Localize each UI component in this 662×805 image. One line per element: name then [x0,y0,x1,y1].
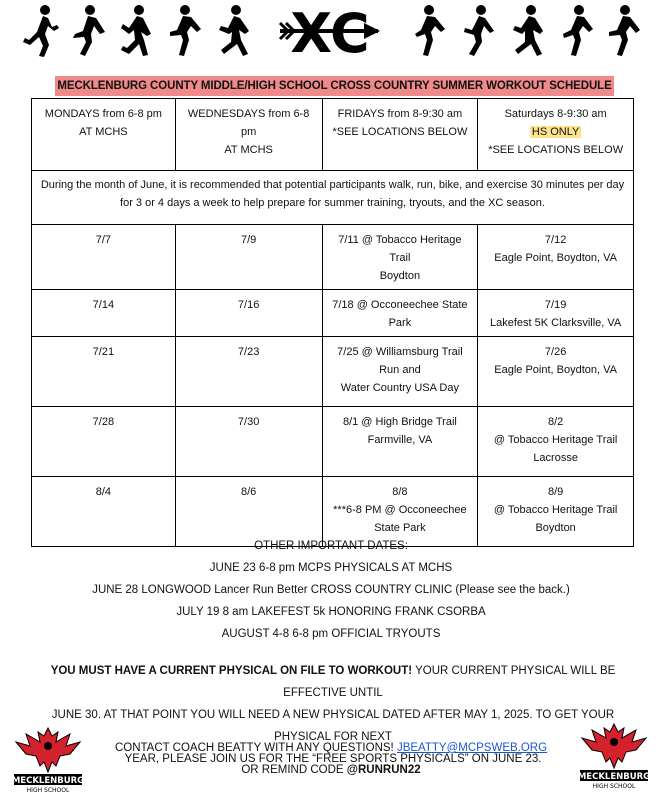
hs-only-badge: HS ONLY [531,126,580,138]
sat-cell: 7/19 Lakefest 5K Clarksville, VA [478,290,634,337]
important-date-item: AUGUST 4-8 6-8 pm OFFICIAL TRYOUTS [221,628,441,640]
table-row [32,337,634,407]
school-logo-right [578,718,650,790]
mon-cell: 8/4 [32,477,176,547]
table-row [32,290,634,337]
wed-cell: 7/16 [175,290,322,337]
runner-icon [20,4,62,58]
important-dates-heading: OTHER IMPORTANT DATES: [254,540,408,552]
header-wednesdays: WEDNESDAYS from 6-8 pm AT MCHS [175,99,322,171]
runner-icon [556,4,598,58]
runner-icon [164,4,206,58]
important-date-item: JUNE 28 LONGWOOD Lancer Run Better CROSS COUNTRY CLINIC (Please see the back.) [92,584,570,596]
svg-text:MECKLENBURG: MECKLENBURG [578,772,650,782]
runner-icon [604,4,646,58]
mon-cell: 7/28 [32,407,176,477]
fri-cell: 8/8 ***6-8 PM @ Occoneechee State Park [322,477,478,547]
wed-cell: 8/6 [175,477,322,547]
remind-code: @RUNRUN22 [346,764,421,776]
mon-cell: 7/14 [32,290,176,337]
header-banner [0,0,662,70]
sat-cell: 7/12 Eagle Point, Boydton, VA [478,225,634,290]
fri-cell: 7/25 @ Williamsburg Trail Run and Water Country USA Day [322,337,478,407]
table-row [32,225,634,290]
runner-icon [410,4,452,58]
runner-icon [116,4,158,58]
mon-cell: 7/21 [32,337,176,407]
svg-text:HIGH SCHOOL: HIGH SCHOOL [592,783,636,790]
fri-cell: 7/11 @ Tobacco Heritage Trail Boydton [322,225,478,290]
fri-cell: 8/1 @ High Bridge Trail Farmville, VA [322,407,478,477]
physical-warning: YOU MUST HAVE A CURRENT PHYSICAL ON FILE TO WORKOUT! [50,665,413,677]
sat-cell: 8/9 @ Tobacco Heritage Trail Boydton [478,477,634,547]
june-note-row [32,171,634,225]
sat-cell: 7/26 Eagle Point, Boydton, VA [478,337,634,407]
sat-cell: 8/2 @ Tobacco Heritage Trail Lacrosse [478,407,634,477]
table-row [32,407,634,477]
school-logo-left [12,722,84,794]
important-date-item: JUNE 23 6-8 pm MCPS PHYSICALS AT MCHS [209,562,453,574]
xc-logo [278,2,382,60]
header-mondays: MONDAYS from 6-8 pm AT MCHS [32,99,176,171]
table-header-row [32,99,634,171]
wed-cell: 7/9 [175,225,322,290]
runner-icon [506,4,548,58]
important-date-item: JULY 19 8 am LAKEFEST 5k HONORING FRANK CSORBA [176,606,486,618]
runner-icon [458,4,500,58]
wed-cell: 7/30 [175,407,322,477]
svg-text:HIGH SCHOOL: HIGH SCHOOL [26,787,70,794]
mon-cell: 7/7 [32,225,176,290]
schedule-table [31,98,634,547]
runner-icon [68,4,110,58]
wed-cell: 7/23 [175,337,322,407]
important-dates [0,535,662,645]
physical-notice: YOU MUST HAVE A CURRENT PHYSICAL ON FILE TO WORKOUT! YOUR CURRENT PHYSICAL WILL BE EFFECTIVE UNTIL JUNE 30. AT THAT POINT YOU WILL NEED A NEW PHYSICAL DATED AFTER MAY 1, 2025. TO GET YOUR PHYSICAL FOR NEXT YEAR, PLEASE JOIN US FOR THE “FREE SPORTS PHYSICALS” ON JUNE 23. [50,665,616,765]
fri-cell: 7/18 @ Occoneechee State Park [322,290,478,337]
svg-text:MECKLENBURG: MECKLENBURG [12,776,84,786]
coach-email-link[interactable]: JBEATTY@MCPSWEB.ORG [396,742,548,754]
header-fridays: FRIDAYS from 8-9:30 am *SEE LOCATIONS BELOW [322,99,478,171]
xc-logo-text: XC [290,2,370,60]
schedule-title: MECKLENBURG COUNTY MIDDLE/HIGH SCHOOL CROSS COUNTRY SUMMER WORKOUT SCHEDULE [55,76,614,96]
header-saturdays: Saturdays 8-9:30 am HS ONLY *SEE LOCATIONS BELOW [478,99,634,171]
june-note: During the month of June, it is recommended that potential participants walk, run, bike, and exercise 30 minutes per day for 3 or 4 days a week to help prepare for summer training, tryouts, and the XC season. [32,171,634,225]
contact-info: CONTACT COACH BEATTY WITH ANY QUESTIONS! JBEATTY@MCPSWEB.ORG OR REMIND CODE @RUNRUN22 [114,742,548,776]
runner-icon [212,4,254,58]
